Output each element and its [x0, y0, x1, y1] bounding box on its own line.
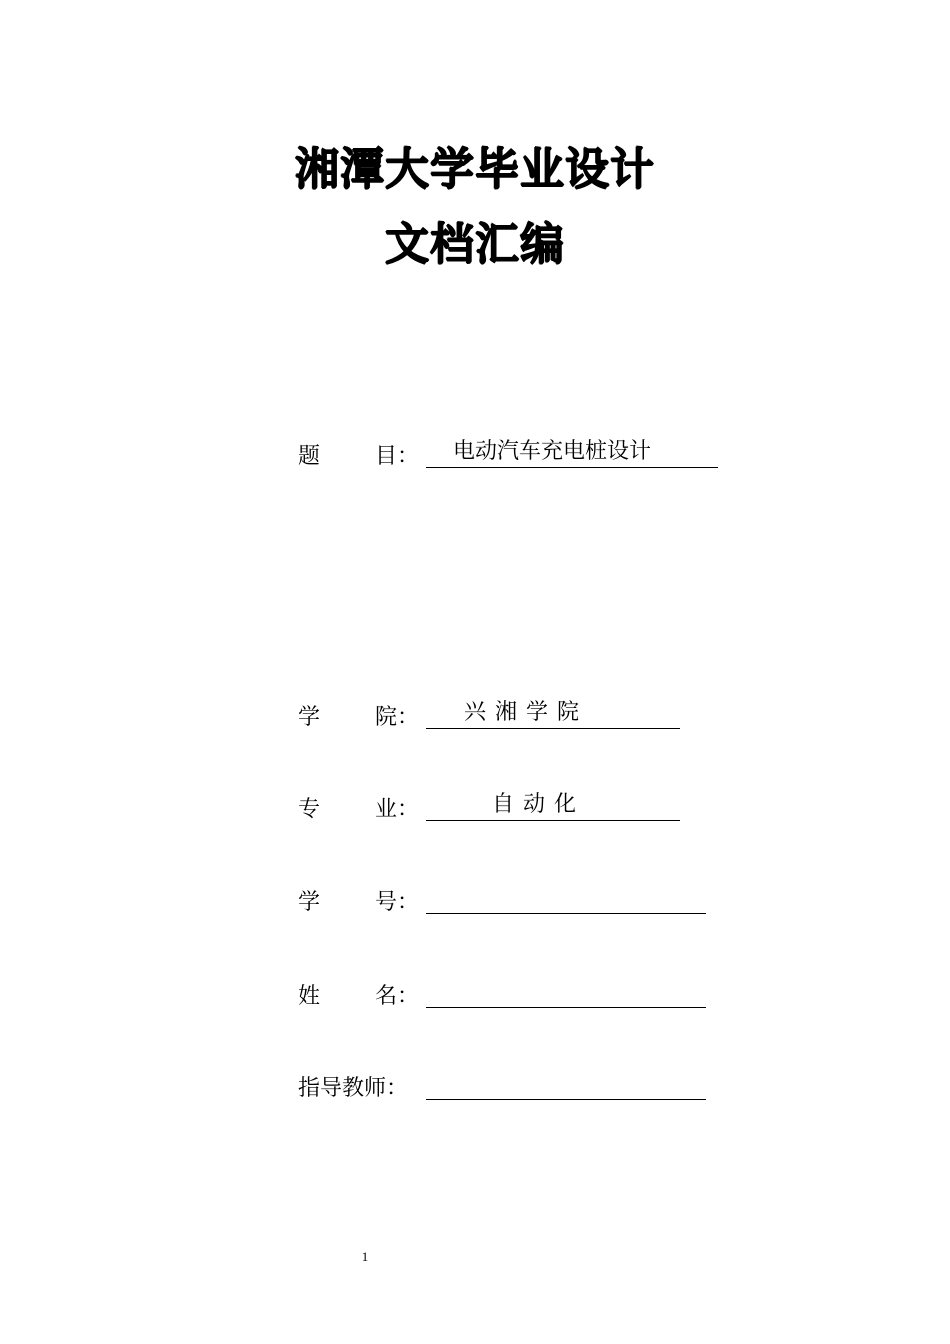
major-field — [298, 787, 680, 821]
thesis-title-label-char-1: 题 — [298, 444, 321, 469]
student-name-value — [426, 978, 706, 1008]
college-value: 兴湘学院 — [426, 699, 680, 729]
student-name-label-char-1: 姓 — [298, 984, 321, 1009]
advisor-colon: ： — [386, 1076, 409, 1101]
major-label-char-1: 专 — [298, 797, 321, 822]
student-id-label-char-2: 号 — [375, 890, 398, 915]
student-name-label — [298, 986, 426, 1008]
student-name-label-char-2: 名 — [375, 984, 398, 1009]
page-number: 1 — [361, 1249, 369, 1264]
document-title-line-2: 文档汇编 — [385, 219, 565, 270]
college-label-char-2: 院 — [375, 705, 398, 730]
major-label — [298, 799, 426, 821]
thesis-title-label-char-2: 目 — [375, 444, 398, 469]
student-id-label-char-1: 学 — [298, 890, 321, 915]
college-colon: ： — [397, 705, 420, 730]
college-label — [298, 707, 426, 729]
thesis-title-label — [298, 446, 426, 468]
college-field — [298, 695, 680, 729]
advisor-field — [298, 1066, 706, 1100]
advisor-label-text: 指导教师 — [298, 1076, 387, 1101]
student-id-label — [298, 892, 426, 914]
thesis-title-colon: ： — [397, 444, 420, 469]
major-value: 自动化 — [426, 791, 680, 821]
major-label-char-2: 业 — [375, 797, 398, 822]
major-colon: ： — [397, 797, 420, 822]
student-id-field — [298, 880, 706, 914]
document-title-line-1: 湘潭大学毕业设计 — [295, 144, 655, 195]
thesis-title-value: 电动汽车充电桩设计 — [426, 438, 718, 468]
student-id-colon: ： — [397, 890, 420, 915]
college-label-char-1: 学 — [298, 705, 321, 730]
student-id-value — [426, 884, 706, 914]
student-name-colon: ： — [397, 984, 420, 1009]
advisor-label — [298, 1078, 426, 1100]
advisor-value — [426, 1070, 706, 1100]
student-name-field — [298, 974, 706, 1008]
thesis-title-field — [298, 434, 718, 468]
